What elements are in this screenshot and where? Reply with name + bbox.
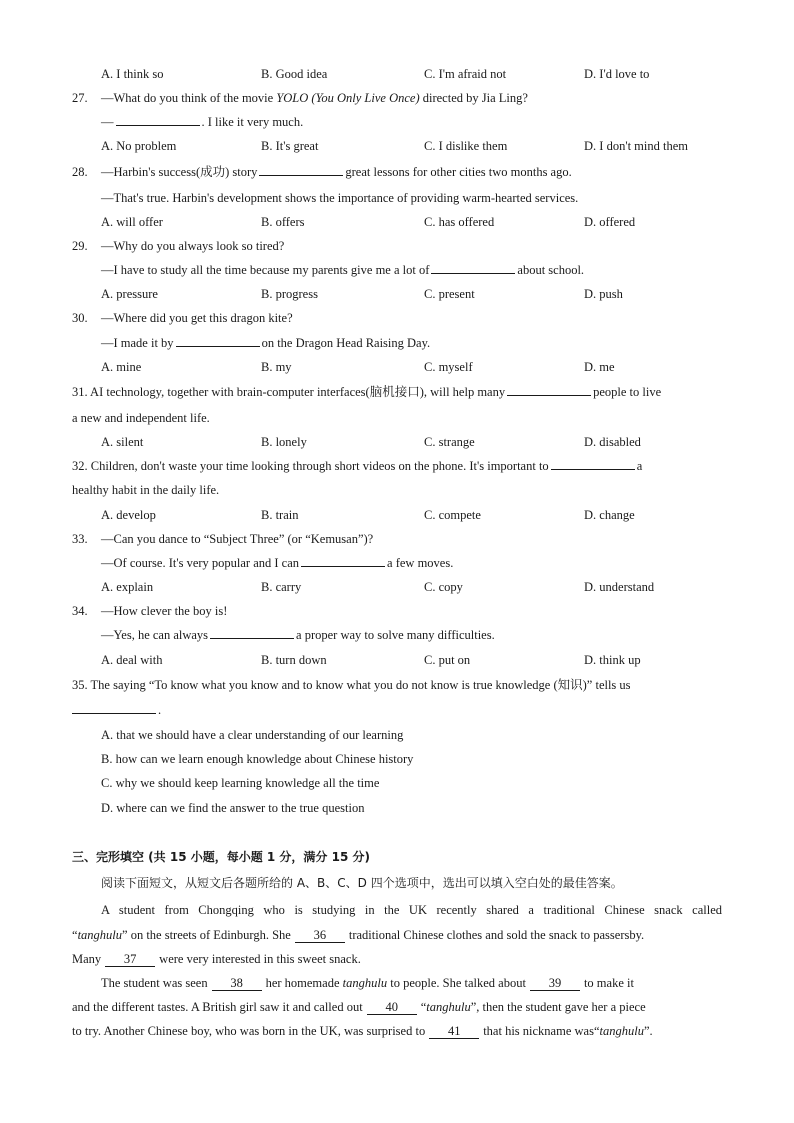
- passage-p2-line2: and the different tastes. A British girl saw it and called out 40 “tanghulu”, then the student gave her a piece: [72, 1000, 646, 1014]
- cloze-blank-37[interactable]: 37: [105, 952, 155, 967]
- q29-number: 29.: [72, 239, 88, 253]
- q34-line2: —Yes, he can always a proper way to solve many difficulties.: [101, 628, 495, 642]
- q33-option-b[interactable]: B. carry: [261, 580, 302, 594]
- q34-option-b[interactable]: B. turn down: [261, 653, 327, 667]
- cloze-blank-36[interactable]: 36: [295, 928, 345, 943]
- q27-option-a[interactable]: A. No problem: [101, 139, 177, 153]
- q31-option-c[interactable]: C. strange: [424, 435, 475, 449]
- q30-option-a[interactable]: A. mine: [101, 360, 142, 374]
- q35-blank[interactable]: [72, 701, 156, 714]
- q33-option-c[interactable]: C. copy: [424, 580, 463, 594]
- q27-blank[interactable]: [116, 113, 200, 126]
- q33-option-d[interactable]: D. understand: [584, 580, 655, 594]
- q28-line1: 28. —Harbin's success(成功) story great lessons for other cities two months ago.: [72, 165, 572, 179]
- section3-instruction: 阅读下面短文，从短文后各题所给的 A、B、C、D 四个选项中，选出可以填入空白处的最佳答案。: [101, 876, 623, 890]
- q27-option-b[interactable]: B. It's great: [261, 139, 319, 153]
- q29-option-a[interactable]: A. pressure: [101, 287, 158, 301]
- q32-option-c[interactable]: C. compete: [424, 508, 481, 522]
- q34-option-a[interactable]: A. deal with: [101, 653, 163, 667]
- q32-line1: 32. Children, don't waste your time looking through short videos on the phone. It's important to a: [72, 459, 643, 473]
- q30-line2: —I made it by on the Dragon Head Raising Day.: [101, 336, 431, 350]
- cloze-blank-39[interactable]: 39: [530, 976, 580, 991]
- q28-blank[interactable]: [259, 163, 343, 176]
- q32-option-a[interactable]: A. develop: [101, 508, 156, 522]
- q35-line2: .: [72, 701, 724, 719]
- cloze-blank-41[interactable]: 41: [429, 1024, 479, 1039]
- q27-option-c[interactable]: C. I dislike them: [424, 139, 508, 153]
- q29-option-c[interactable]: C. present: [424, 287, 475, 301]
- q31-option-a[interactable]: A. silent: [101, 435, 144, 449]
- q29-options: [101, 285, 741, 303]
- q30-option-c[interactable]: C. myself: [424, 360, 473, 374]
- q33-number: 33.: [72, 532, 88, 546]
- q30-line1: 30. —Where did you get this dragon kite?: [72, 311, 293, 325]
- q28-option-c[interactable]: C. has offered: [424, 215, 495, 229]
- q29-blank[interactable]: [431, 261, 515, 274]
- q35-line1: 35. The saying “To know what you know and to know what you do not know is true knowledge (知识)” tells us: [72, 678, 631, 692]
- q29-option-d[interactable]: D. push: [584, 287, 623, 301]
- q28-option-b[interactable]: B. offers: [261, 215, 305, 229]
- q34-line1: 34. —How clever the boy is!: [72, 604, 228, 618]
- q33-blank[interactable]: [301, 554, 385, 567]
- q30-option-b[interactable]: B. my: [261, 360, 292, 374]
- q32-option-d[interactable]: D. change: [584, 508, 635, 522]
- q33-options: [101, 578, 741, 596]
- q33-option-a[interactable]: A. explain: [101, 580, 154, 594]
- q28-number: 28.: [72, 165, 88, 179]
- passage-p2-line1: The student was seen 38 her homemade tanghulu to people. She talked about 39 to make it: [101, 976, 634, 990]
- q32-option-b[interactable]: B. train: [261, 508, 299, 522]
- q26-option-c[interactable]: C. I'm afraid not: [424, 67, 507, 81]
- q29-line2: —I have to study all the time because my parents give me a lot of about school.: [101, 263, 585, 277]
- q34-option-d[interactable]: D. think up: [584, 653, 641, 667]
- q31-options: [101, 433, 741, 451]
- q26-option-a[interactable]: A. I think so: [101, 67, 164, 81]
- q31-line1: 31. AI technology, together with brain-computer interfaces(脑机接口), will help many people to live: [72, 385, 662, 399]
- q35-option-d[interactable]: D. where can we find the answer to the true question: [101, 801, 365, 815]
- q30-options: [101, 358, 741, 376]
- q27-number: 27.: [72, 91, 88, 105]
- q34-number: 34.: [72, 604, 88, 618]
- q35-option-b[interactable]: B. how can we learn enough knowledge about Chinese history: [101, 752, 414, 766]
- q29-option-b[interactable]: B. progress: [261, 287, 318, 301]
- passage-p2-line3: to try. Another Chinese boy, who was born in the UK, was surprised to 41 that his nickname was“tanghulu”.: [72, 1024, 653, 1038]
- q31-blank[interactable]: [507, 383, 591, 396]
- q34-option-c[interactable]: C. put on: [424, 653, 471, 667]
- q27-option-d[interactable]: D. I don't mind them: [584, 139, 688, 153]
- q32-options: [101, 506, 741, 524]
- passage-p1-line1: A student from Chongqing who is studying in the UK recently shared a traditional Chinese snack called: [101, 903, 722, 917]
- q28-line2: —That's true. Harbin's development shows the importance of providing warm-hearted services.: [101, 191, 579, 205]
- movie-title: YOLO (You Only Live Once): [276, 91, 420, 105]
- q26-option-b[interactable]: B. Good idea: [261, 67, 328, 81]
- section3-title: 三、完形填空 (共 15 小题，每小题 1 分，满分 15 分): [72, 850, 370, 864]
- q32-blank[interactable]: [551, 457, 635, 470]
- q30-option-d[interactable]: D. me: [584, 360, 615, 374]
- q32-line2: healthy habit in the daily life.: [72, 483, 220, 497]
- passage-p1-line3: Many 37 were very interested in this sweet snack.: [72, 952, 361, 966]
- q35-option-a[interactable]: A. that we should have a clear understanding of our learning: [101, 728, 404, 742]
- q26-options: [101, 65, 741, 83]
- q28-option-a[interactable]: A. will offer: [101, 215, 163, 229]
- q28-options: [101, 213, 741, 231]
- q31-option-b[interactable]: B. lonely: [261, 435, 307, 449]
- q28-option-d[interactable]: D. offered: [584, 215, 636, 229]
- cloze-blank-40[interactable]: 40: [367, 1000, 417, 1015]
- q33-line1: 33. —Can you dance to “Subject Three” (or “Kemusan”)?: [72, 532, 374, 546]
- q31-line2: a new and independent life.: [72, 411, 210, 425]
- q31-option-d[interactable]: D. disabled: [584, 435, 641, 449]
- q29-line1: 29. —Why do you always look so tired?: [72, 239, 285, 253]
- q33-line2: —Of course. It's very popular and I can a few moves.: [101, 556, 454, 570]
- q27-options: [101, 137, 741, 155]
- cloze-blank-38[interactable]: 38: [212, 976, 262, 991]
- q27-line1: 27. —What do you think of the movie YOLO (You Only Live Once) directed by Jia Ling?: [72, 91, 528, 105]
- q27-line2: — . I like it very much.: [101, 115, 304, 129]
- q34-blank[interactable]: [210, 626, 294, 639]
- q35-option-c[interactable]: C. why we should keep learning knowledge all the time: [101, 776, 380, 790]
- q26-option-d[interactable]: D. I'd love to: [584, 67, 650, 81]
- q34-options: [101, 651, 741, 669]
- q30-blank[interactable]: [176, 334, 260, 347]
- q30-number: 30.: [72, 311, 88, 325]
- passage-p1-line2: “tanghulu” on the streets of Edinburgh. She 36 traditional Chinese clothes and sold the snack to passersby.: [72, 928, 645, 942]
